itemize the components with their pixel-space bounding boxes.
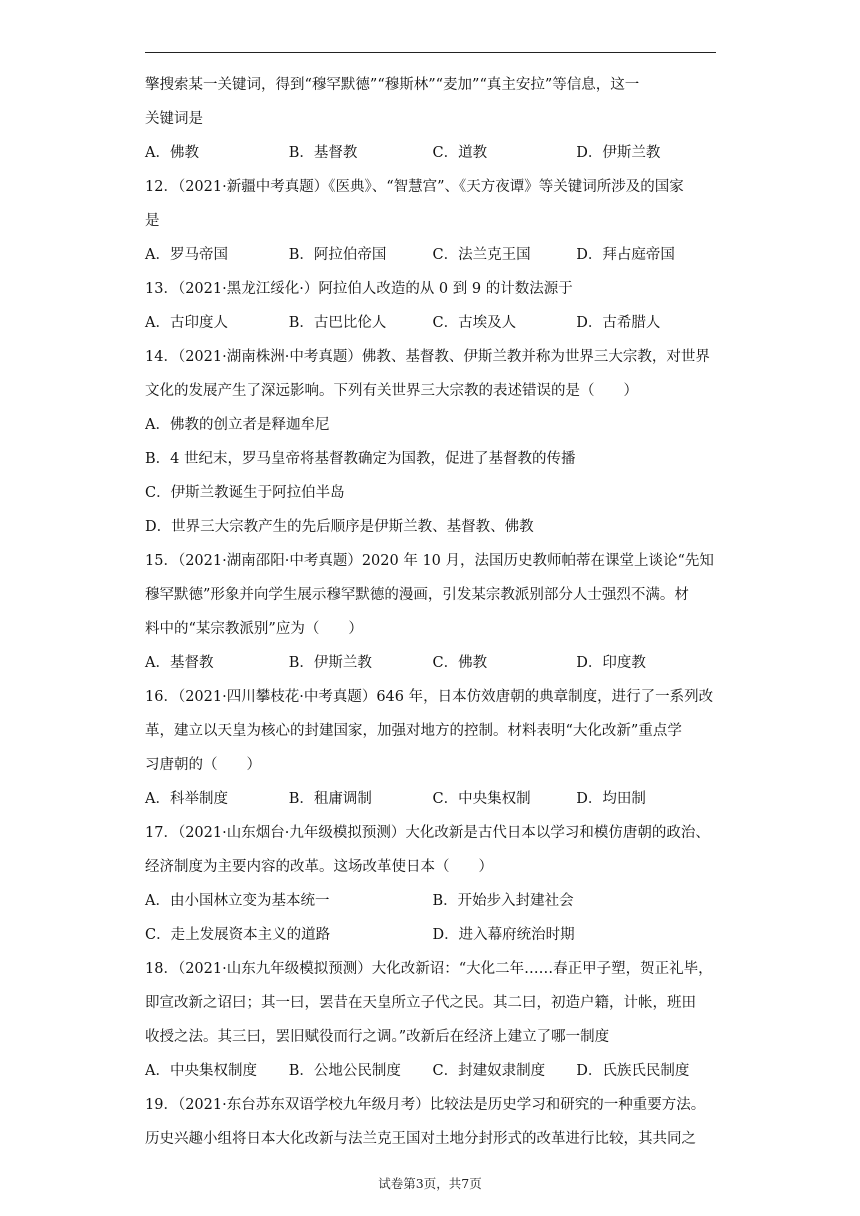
answer-option: A．基督教	[145, 655, 214, 671]
answer-option: C．封建奴隶制度	[432, 1063, 546, 1079]
answer-option: C．佛教	[432, 655, 488, 671]
text-line: 经济制度为主要内容的改革。这场改革使日本（ ）	[145, 859, 493, 875]
text-line: 习唐朝的（ ）	[145, 757, 261, 773]
answer-option: C．道教	[432, 145, 488, 161]
answer-option: B．阿拉伯帝国	[288, 247, 387, 263]
answer-option: A．罗马帝国	[145, 247, 228, 263]
answer-options	[145, 646, 720, 680]
answer-option: A．由小国林立变为基本统一	[145, 893, 330, 909]
text-line: 是	[145, 213, 160, 229]
text-line: A．佛教的创立者是释迦牟尼	[145, 417, 330, 433]
text-line: 穆罕默德”形象并向学生展示穆罕默德的漫画，引发某宗教派别部分人士强烈不满。材	[145, 587, 689, 603]
text-line: 17．（2021·山东烟台·九年级模拟预测）大化改新是古代日本以学习和模仿唐朝的政治、	[145, 825, 710, 841]
answer-option: D．伊斯兰教	[576, 145, 661, 161]
text-line: 收授之法。其三曰，罢旧赋役而行之调。”改新后在经济上建立了哪一制度	[145, 1029, 610, 1045]
answer-option: B．租庸调制	[288, 791, 372, 807]
answer-option: C．走上发展资本主义的道路	[145, 927, 331, 943]
text-line: 擎搜索某一关键词，得到“穆罕默德”“穆斯林”“麦加”“真主安拉”等信息，这一	[145, 77, 640, 93]
header-rule	[145, 52, 716, 53]
answer-option: B．古巴比伦人	[288, 315, 387, 331]
text-line: D．世界三大宗教产生的先后顺序是伊斯兰教、基督教、佛教	[145, 519, 534, 535]
text-line: 19．（2021·东台苏东双语学校九年级月考）比较法是历史学习和研究的一种重要方法。	[145, 1097, 706, 1113]
question-content	[145, 68, 720, 1156]
answer-option: D．进入幕府统治时期	[432, 927, 575, 943]
text-line: 文化的发展产生了深远影响。下列有关世界三大宗教的表述错误的是（ ）	[145, 383, 638, 399]
text-line: 14．（2021·湖南株洲·中考真题）佛教、基督教、伊斯兰教并称为世界三大宗教，对世界	[145, 349, 710, 365]
answer-option: D．拜占庭帝国	[576, 247, 675, 263]
answer-option: A．古印度人	[145, 315, 228, 331]
answer-option: D．古希腊人	[576, 315, 661, 331]
text-line: 革，建立以天皇为核心的封建国家，加强对地方的控制。材料表明“大化改新”重点学	[145, 723, 682, 739]
answer-options	[145, 918, 720, 952]
answer-option: D．均田制	[576, 791, 646, 807]
text-line: C．伊斯兰教诞生于阿拉伯半岛	[145, 485, 345, 501]
text-line: 15．（2021·湖南邵阳·中考真题）2020 年 10 月，法国历史教师帕蒂在课堂上谈论“先知	[145, 553, 714, 569]
answer-option: A．科举制度	[145, 791, 228, 807]
answer-options	[145, 238, 720, 272]
answer-options	[145, 1054, 720, 1088]
answer-option: C．中央集权制	[432, 791, 531, 807]
text-line: 关键词是	[145, 111, 203, 127]
answer-option: B．公地公民制度	[288, 1063, 401, 1079]
text-line: 即宣改新之诏曰；其一曰，罢昔在天皇所立子代之民。其二曰，初造户籍，计帐，班田	[145, 995, 696, 1011]
answer-option: A．佛教	[145, 145, 199, 161]
answer-option: D．氏族氏民制度	[576, 1063, 690, 1079]
text-line: 18．（2021·山东九年级模拟预测）大化改新诏：“大化二年……春正甲子塑，贺正礼毕，	[145, 961, 713, 977]
answer-option: B．基督教	[288, 145, 358, 161]
answer-option: C．古埃及人	[432, 315, 517, 331]
text-line: B．4 世纪末，罗马皇帝将基督教确定为国教，促进了基督教的传播	[145, 451, 576, 467]
answer-option: C．法兰克王国	[432, 247, 531, 263]
text-line: 12．（2021·新疆中考真题）《医典》、“智慧宫”、《天方夜谭》等关键词所涉及的国家	[145, 179, 684, 195]
text-line: 料中的“某宗教派别”应为（ ）	[145, 621, 363, 637]
answer-options	[145, 136, 720, 170]
text-line: 历史兴趣小组将日本大化改新与法兰克王国对土地分封形式的改革进行比较，其共同之	[145, 1131, 696, 1147]
answer-option: B．开始步入封建社会	[432, 893, 574, 909]
answer-options	[145, 306, 720, 340]
text-line: 13．（2021·黑龙江绥化·）阿拉伯人改造的从 0 到 9 的计数法源于	[145, 281, 573, 297]
answer-options	[145, 884, 720, 918]
page-footer: 试卷第3页，共7页	[378, 1176, 482, 1191]
answer-option: A．中央集权制度	[145, 1063, 257, 1079]
text-line: 16．（2021·四川攀枝花·中考真题）646 年，日本仿效唐朝的典章制度，进行了一系列改	[145, 689, 714, 705]
answer-option: D．印度教	[576, 655, 646, 671]
answer-option: B．伊斯兰教	[288, 655, 372, 671]
answer-options	[145, 782, 720, 816]
